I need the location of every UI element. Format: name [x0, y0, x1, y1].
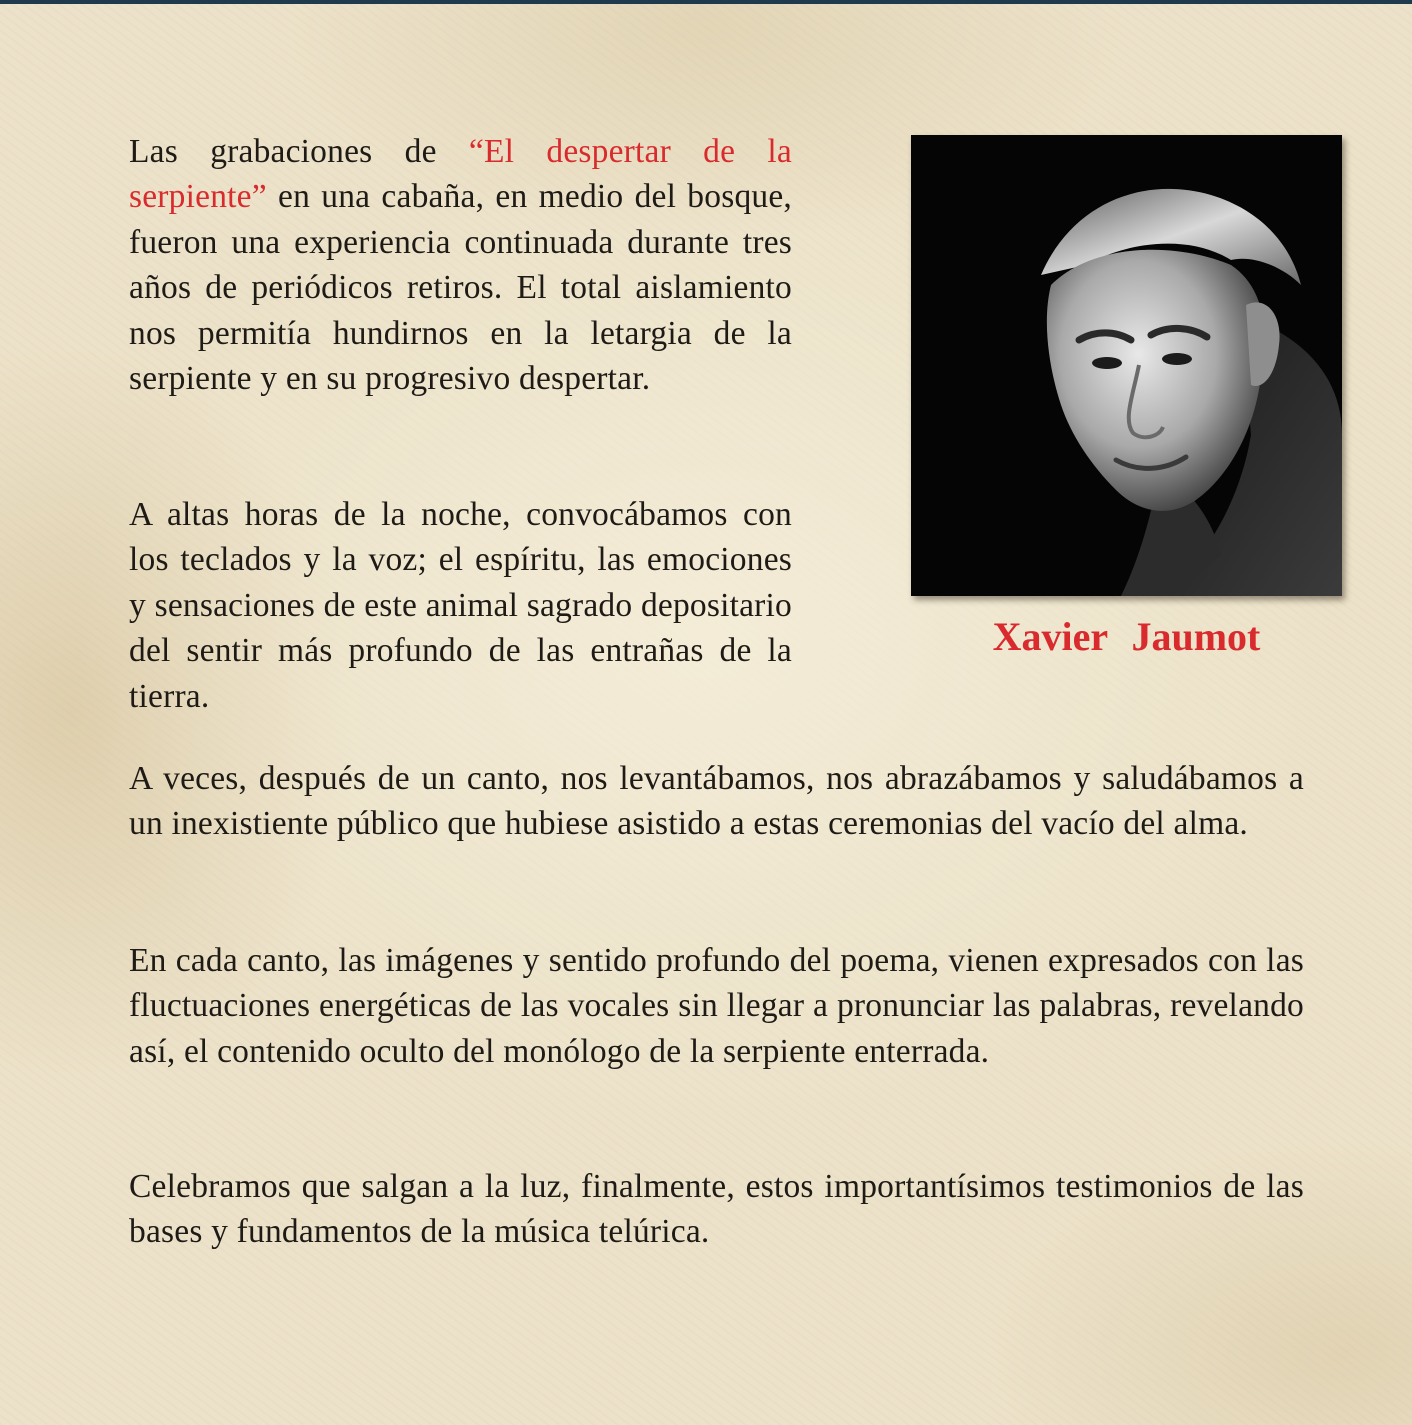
- intro-text-pre: Las grabaciones de: [129, 133, 469, 170]
- album-title: “El despertar de la serpiente”: [129, 133, 793, 216]
- paragraph-vowels: En cada canto, las imágenes y sentido profundo del poema, vienen expresados con las fluctuaciones energéticas de las vocales sin llegar a pronunciar las palabras, revelando así, el contenido oculto del monólogo de la serpiente enterrada.: [129, 942, 1304, 1070]
- intro-text-post: en una cabaña, en medio del bosque, fueron una experiencia continuada durante tres años de periódicos retiros. El total aislamiento nos permitía hundirnos en la letargia de la serpiente y en su progresivo despertar.: [129, 178, 792, 398]
- top-border: [0, 0, 1412, 4]
- portrait-image: [911, 135, 1342, 596]
- portrait-photo: [911, 135, 1342, 596]
- photo-caption: Xavier Jaumot: [992, 614, 1261, 659]
- paragraph-night-sessions: A altas horas de la noche, convocábamos con los teclados y la voz; el espíritu, las emociones y sensaciones de este animal sagrado depositario del sentir más profundo de las entrañas de la tierra.: [129, 496, 792, 715]
- paragraph-closing: Celebramos que salgan a la luz, finalmente, estos importantísimos testimonios de las bases y fundamentos de la música telúrica.: [129, 1168, 1304, 1251]
- paragraph-ceremonies: A veces, después de un canto, nos levantábamos, nos abrazábamos y saludábamos a un inexistiente público que hubiese asistido a estas ceremonias del vacío del alma.: [129, 760, 1304, 843]
- intro-paragraph: [129, 129, 792, 401]
